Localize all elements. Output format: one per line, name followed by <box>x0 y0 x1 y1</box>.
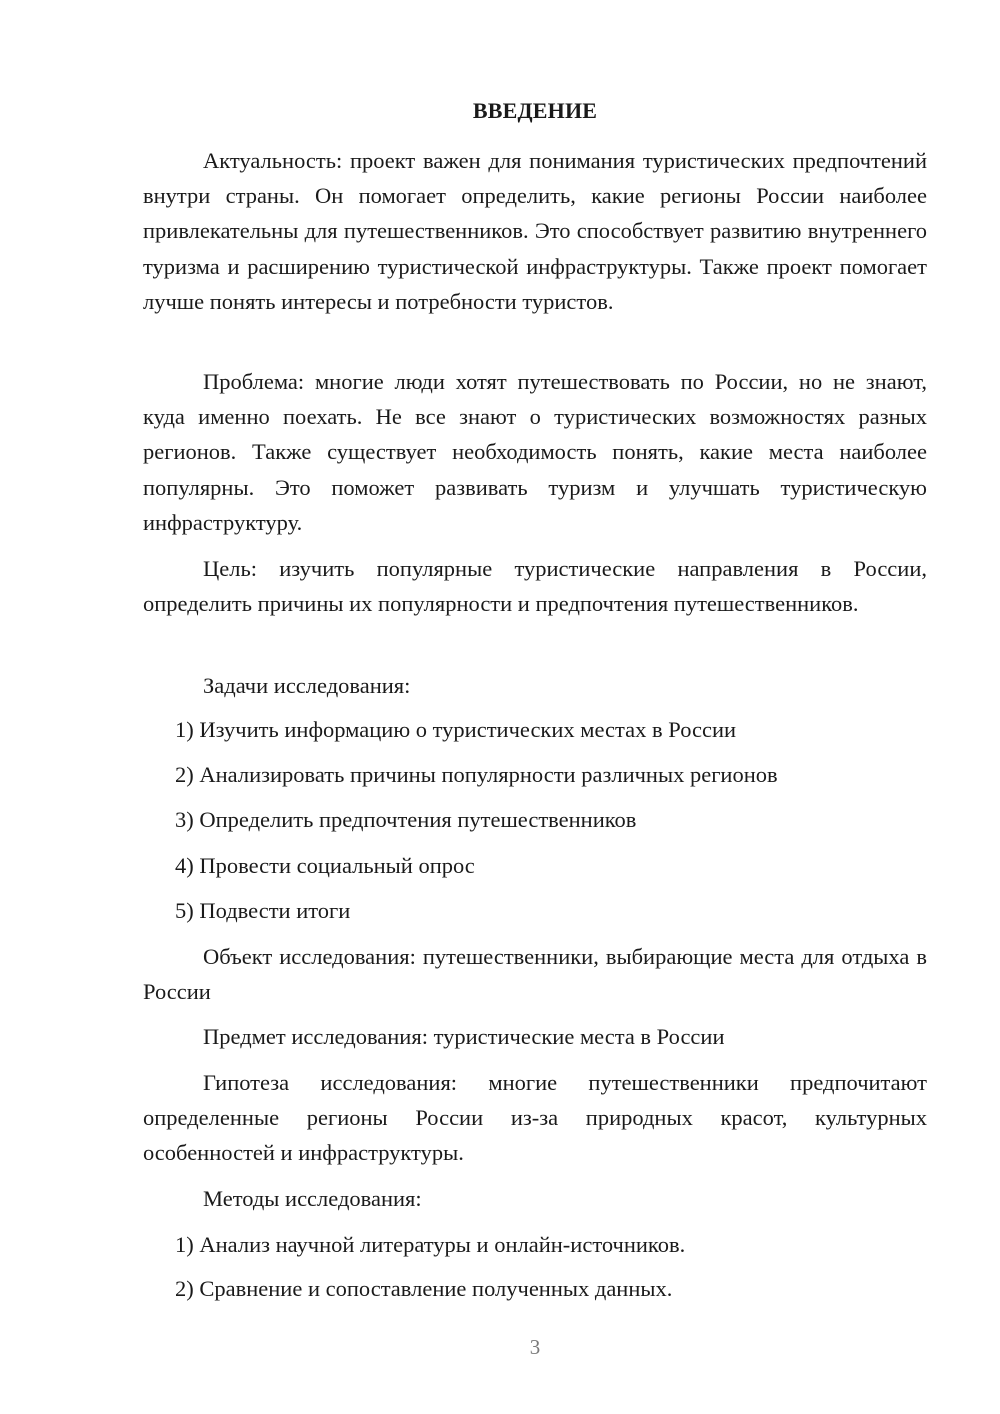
task-item: 5) Подвести итоги <box>175 898 351 923</box>
page-number: 3 <box>529 1335 541 1359</box>
goal-paragraph: Цель: изучить популярные туристические направления в России, определить причины их популярности и предпочтения путешественников. <box>143 556 927 617</box>
method-item: 1) Анализ научной литературы и онлайн-источников. <box>175 1232 686 1257</box>
hypothesis-paragraph: Гипотеза исследования: многие путешественники предпочитают определенные регионы России из-за природных красот, культурных особенностей и инфраструктуры. <box>143 1070 927 1166</box>
task-item: 1) Изучить информацию о туристических местах в России <box>175 717 737 742</box>
subject-paragraph: Предмет исследования: туристические места в России <box>203 1024 725 1049</box>
problem-paragraph: Проблема: многие люди хотят путешествовать по России, но не знают, куда именно поехать. Не все знают о туристических возможностях разных регионов. Также существует необходимость понять, какие места наиболее популярны. Это поможет развивать туризм и улучшать туристическую инфраструктуру. <box>143 369 927 535</box>
method-item: 2) Сравнение и сопоставление полученных данных. <box>175 1276 673 1301</box>
object-paragraph: Объект исследования: путешественники, выбирающие места для отдыха в России <box>143 944 927 1005</box>
task-item: 3) Определить предпочтения путешественников <box>175 807 637 832</box>
relevance-paragraph: Актуальность: проект важен для понимания туристических предпочтений внутри страны. Он помогает определить, какие регионы России наиболее привлекательны для путешественников. Это способствует развитию внутреннего туризма и расширению туристической инфраструктуры. Также проект помогает лучше понять интересы и потребности туристов. <box>143 148 927 314</box>
section-title: ВВЕДЕНИЕ <box>472 98 598 123</box>
tasks-heading: Задачи исследования: <box>203 673 411 698</box>
task-item: 2) Анализировать причины популярности различных регионов <box>175 762 778 787</box>
task-item: 4) Провести социальный опрос <box>175 853 475 878</box>
document-page <box>143 0 927 1414</box>
methods-heading: Методы исследования: <box>203 1186 422 1211</box>
